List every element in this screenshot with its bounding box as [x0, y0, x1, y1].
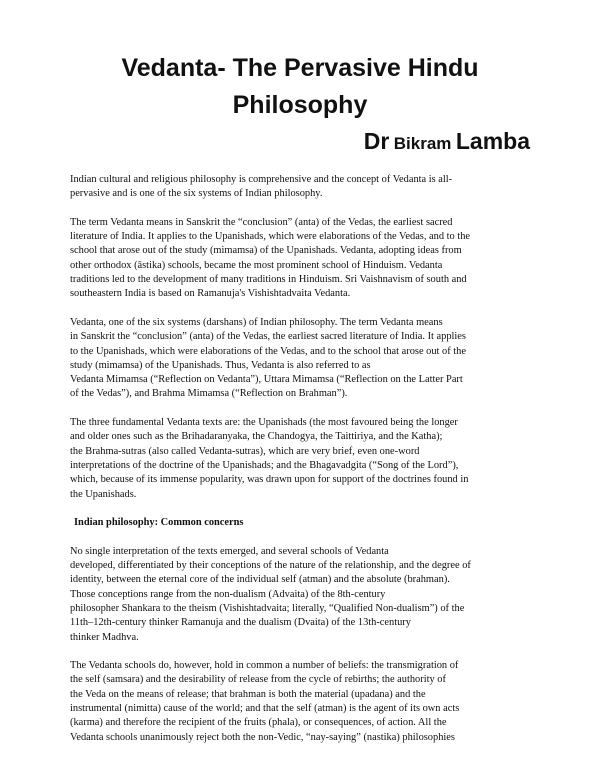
text-line: of the Vedas”), and Brahma Mimamsa (“Reflection on Brahman”).: [70, 388, 348, 400]
text-line: (karma) and therefore the recipient of the fruits (phala), or consequences, of action. All the: [70, 717, 447, 729]
text-line: the Upanishads.: [70, 488, 137, 500]
section-heading: Indian philosophy: Common concerns: [74, 517, 244, 529]
paragraph: [70, 316, 540, 402]
text-line: the Brahma-sutras (also called Vedanta-sutras), which are very brief, even one-word: [70, 445, 420, 457]
paragraph: [70, 416, 540, 502]
text-line: traditions led to the development of many traditions in Hinduism. Sri Vaishnavism of south and: [70, 274, 467, 286]
text-line: No single interpretation of the texts emerged, and several schools of Vedanta: [70, 545, 389, 557]
text-line: to the Upanishads, which were elaborations of the Vedas, and to the school that arose out of the: [70, 345, 466, 357]
text-line: philosopher Shankara to the theism (Vishishtadvaita; literally, “Qualified Non-dualism”) of the: [70, 602, 465, 614]
text-line: which, because of its immense popularity, was drawn upon for support of the doctrines found in: [70, 474, 469, 486]
paragraph: [70, 173, 540, 202]
title-line: Vedanta- The Pervasive Hindu: [121, 54, 479, 82]
text-line: Vedanta, one of the six systems (darshans) of Indian philosophy. The term Vedanta means: [70, 316, 443, 328]
text-line: interpretations of the doctrine of the Upanishads; and the Bhagavadgita (“Song of the Lord”),: [70, 459, 459, 471]
text-line: Indian cultural and religious philosophy is comprehensive and the concept of Vedanta is all-: [70, 174, 453, 185]
document-body: [70, 173, 540, 759]
text-line: thinker Madhva.: [70, 631, 139, 643]
text-line: study (mimamsa) of the Upanishads. Thus, Vedanta is also referred to as: [70, 359, 371, 371]
text-line: Vedanta schools unanimously reject both the non-Vedic, “nay-saying” (nastika) philosophies: [70, 731, 455, 743]
text-line: the Veda on the means of release; that brahman is both the material (upadana) and the: [70, 688, 426, 700]
text-line: identity, between the eternal core of the individual self (atman) and the absolute (brahman).: [70, 574, 450, 586]
author-name: [340, 128, 530, 155]
text-line: southeastern India is based on Ramanuja's Vishishtadvaita Vedanta.: [70, 288, 351, 300]
title-line: Philosophy: [232, 91, 368, 119]
paragraph: [70, 659, 540, 745]
text-line: other orthodox (āstika) schools, became the most prominent school of Hinduism. Vedanta: [70, 259, 443, 271]
text-line: developed, differentiated by their conceptions of the nature of the relationship, and the degree of: [70, 560, 471, 572]
text-line: and older ones such as the Brihadaranyaka, the Chandogya, the Taittiriya, and the Katha);: [70, 431, 443, 443]
text-line: The three fundamental Vedanta texts are: the Upanishads (the most favoured being the longer: [70, 417, 458, 429]
text-line: instrumental (nimitta) cause of the world; and that the self (atman) is the agent of its own acts: [70, 702, 460, 714]
author-first-name: Bikram: [393, 134, 452, 153]
text-line: in Sanskrit the “conclusion” (anta) of the Vedas, the earliest sacred literature of India. It applies: [70, 331, 466, 343]
text-line: pervasive and is one of the six systems of Indian philosophy.: [70, 188, 323, 200]
text-line: Those conceptions range from the non-dualism (Advaita) of the 8th-century: [70, 588, 386, 600]
text-line: literature of India. It applies to the Upanishads, which were elaborations of the Vedas, and to the: [70, 231, 471, 243]
text-line: The term Vedanta means in Sanskrit the “conclusion” (anta) of the Vedas, the earliest sacred: [70, 216, 453, 228]
author-last-name: Lamba: [455, 128, 530, 154]
text-line: Vedanta Mimamsa (“Reflection on Vedanta”), Uttara Mimamsa (“Reflection on the Latter Part: [70, 374, 463, 386]
text-line: The Vedanta schools do, however, hold in common a number of beliefs: the transmigration of: [70, 660, 459, 672]
text-line: the self (samsara) and the desirability of release from the cycle of rebirths; the authority of: [70, 674, 446, 686]
paragraph: [70, 216, 540, 302]
page-title: [60, 50, 540, 124]
author-prefix: Dr: [363, 128, 390, 154]
text-line: 11th–12th-century thinker Ramanuja and the dualism (Dvaita) of the 13th-century: [70, 617, 411, 629]
paragraph: [70, 545, 540, 645]
text-line: school that arose out of the study (mimamsa) of the Upanishads. Vedanta, adopting ideas from: [70, 245, 462, 257]
